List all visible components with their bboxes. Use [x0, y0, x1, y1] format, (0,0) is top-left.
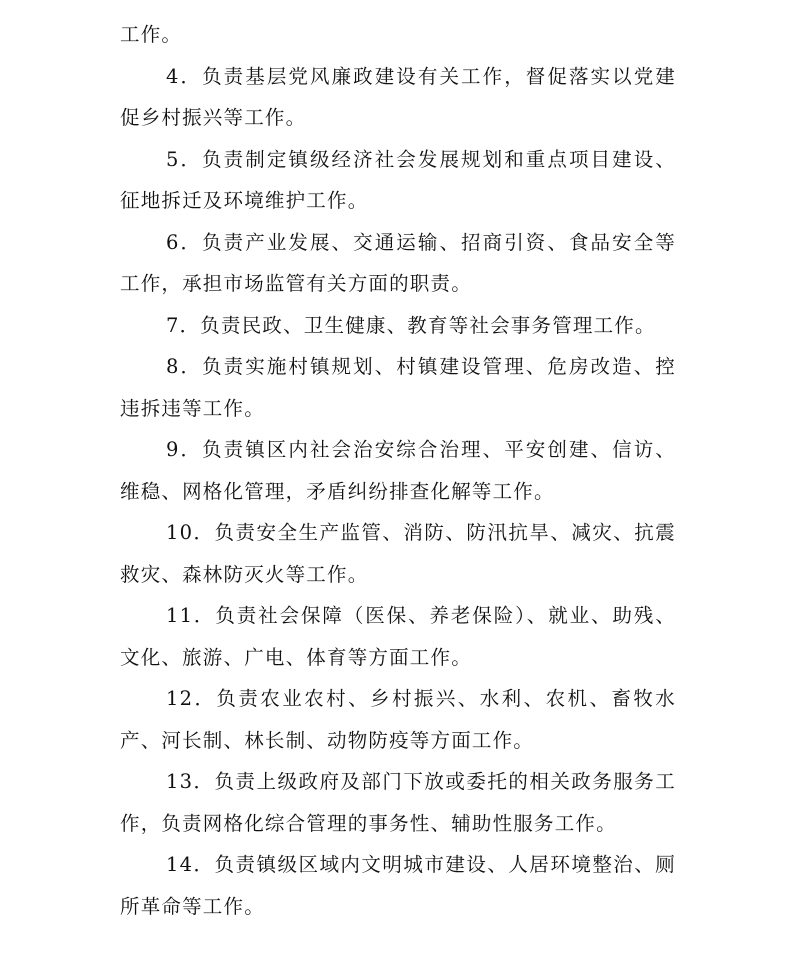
paragraph-item-10: 10．负责安全生产监管、消防、防汛抗旱、减灾、抗震救灾、森林防灭火等工作。	[120, 521, 676, 586]
paragraph-continuation: 工作。	[120, 23, 183, 46]
paragraph-item-14: 14．负责镇级区域内文明城市建设、人居环境整治、厕所革命等工作。	[120, 853, 676, 918]
paragraph-item-9: 9．负责镇区内社会治安综合治理、平安创建、信访、维稳、网格化管理，矛盾纠纷排查化解等工作。	[120, 438, 676, 503]
paragraph-item-5: 5．负责制定镇级经济社会发展规划和重点项目建设、征地拆迁及环境维护工作。	[120, 147, 676, 212]
paragraph-item-8: 8．负责实施村镇规划、村镇建设管理、危房改造、控违拆违等工作。	[120, 355, 676, 420]
paragraph-item-6: 6．负责产业发展、交通运输、招商引资、食品安全等工作，承担市场监管有关方面的职责。	[120, 230, 676, 295]
paragraph-item-7: 7．负责民政、卫生健康、教育等社会事务管理工作。	[166, 313, 656, 337]
paragraph-item-13: 13．负责上级政府及部门下放或委托的相关政务服务工作，负责网格化综合管理的事务性、辅助性服务工作。	[120, 770, 676, 835]
paragraph-item-4: 4．负责基层党风廉政建设有关工作，督促落实以党建促乡村振兴等工作。	[120, 64, 676, 129]
document-body	[120, 14, 676, 927]
paragraph-item-12: 12．负责农业农村、乡村振兴、水利、农机、畜牧水产、河长制、林长制、动物防疫等方面工作。	[120, 687, 676, 752]
paragraph-item-11: 11．负责社会保障（医保、养老保险）、就业、助残、文化、旅游、广电、体育等方面工作。	[120, 604, 676, 669]
